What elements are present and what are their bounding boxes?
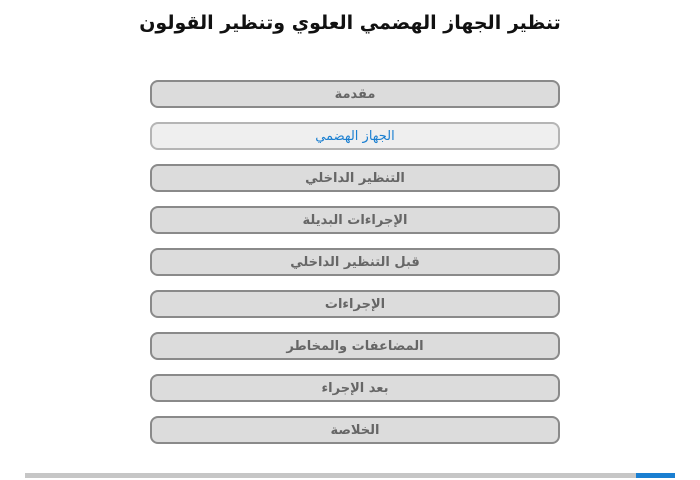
progress-bar bbox=[25, 473, 675, 478]
chapter-menu bbox=[150, 80, 560, 458]
menu-item-before-endoscopy[interactable]: قبل التنظير الداخلي bbox=[150, 248, 560, 276]
progress-bar-fill bbox=[636, 473, 675, 478]
menu-item-summary[interactable]: الخلاصة bbox=[150, 416, 560, 444]
page-title: تنظير الجهاز الهضمي العلوي وتنظير القولون bbox=[139, 12, 561, 34]
menu-item-alternative-procedures[interactable]: الإجراءات البديلة bbox=[150, 206, 560, 234]
menu-item-endoscopy[interactable]: التنظير الداخلي bbox=[150, 164, 560, 192]
menu-item-after-procedure[interactable]: بعد الإجراء bbox=[150, 374, 560, 402]
menu-item-procedures[interactable]: الإجراءات bbox=[150, 290, 560, 318]
menu-item-complications-risks[interactable]: المضاعفات والمخاطر bbox=[150, 332, 560, 360]
menu-item-introduction[interactable]: مقدمة bbox=[150, 80, 560, 108]
menu-item-digestive-system[interactable]: الجهاز الهضمي bbox=[150, 122, 560, 150]
